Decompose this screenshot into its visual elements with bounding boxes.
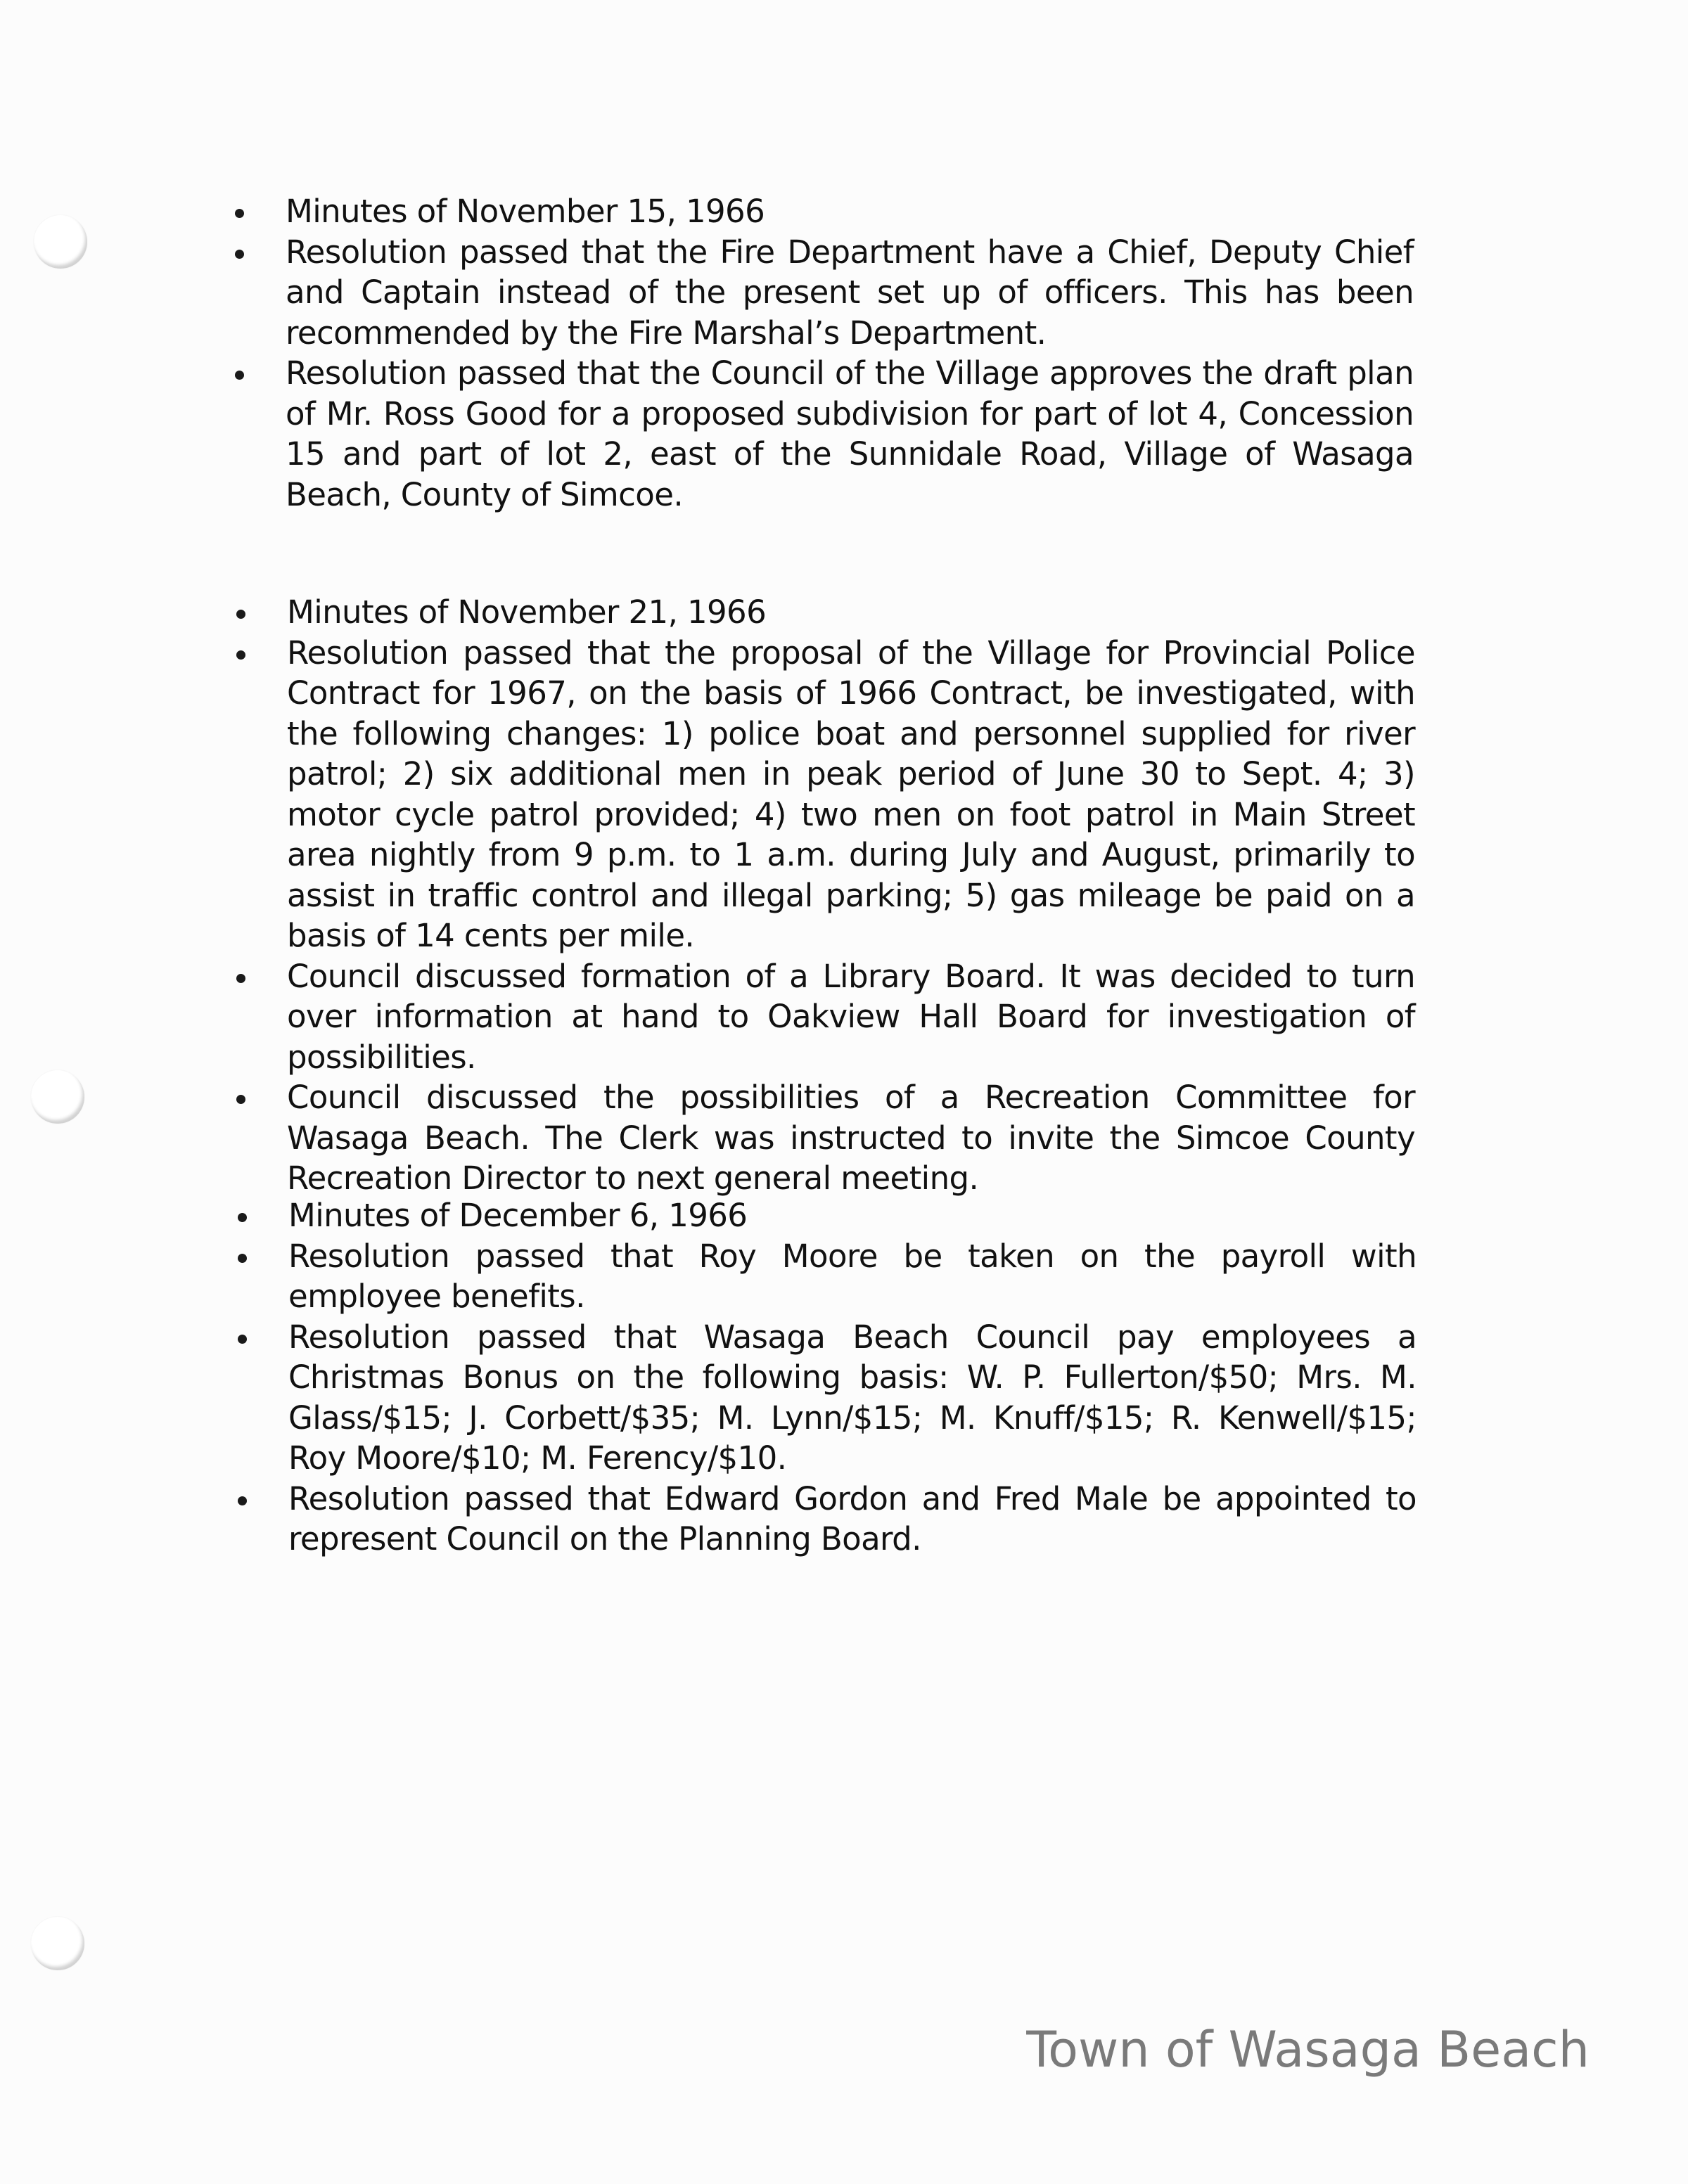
watermark-text: Town of Wasaga Beach	[1026, 2021, 1590, 2079]
bullet-icon	[236, 1095, 245, 1104]
list-item-text: Minutes of November 15, 1966	[286, 193, 765, 230]
punch-hole	[31, 1070, 84, 1124]
bullet-icon	[238, 1496, 247, 1505]
bullet-icon	[235, 209, 244, 218]
list-item-text: Council discussed formation of a Library Board. It was decided to turn over information at hand to Oakview Hall Board for investigation of possibilities.	[287, 957, 1415, 1076]
list-item-text: Resolution passed that Wasaga Beach Council pay employees a Christmas Bonus on the following basis: W. P. Fullerton/$50; Mrs. M. Glass/$15; J. Corbett/$35; M. Lynn/$15; M. Knuff/$15; R. Kenwell/$15; Roy Moore/$10; M. Ferency/$10.	[288, 1318, 1417, 1477]
minutes-list	[235, 1195, 1417, 1560]
list-item-text: Council discussed the possibilities of a Recreation Committee for Wasaga Beach. The Clerk was instructed to invite the Simcoe County Recreation Director to next general meeting.	[287, 1079, 1415, 1197]
list-item	[234, 633, 1415, 956]
list-item	[235, 1479, 1417, 1560]
minutes-section-nov-21	[234, 592, 1415, 1199]
minutes-list	[232, 191, 1414, 515]
list-item-text: Resolution passed that Roy Moore be taken on the payroll with employee benefits.	[288, 1237, 1417, 1315]
punch-hole	[34, 215, 87, 269]
list-item	[232, 191, 1414, 232]
punch-hole	[31, 1917, 84, 1970]
list-item	[232, 232, 1414, 354]
bullet-icon	[236, 610, 245, 619]
minutes-section-nov-15	[232, 191, 1414, 515]
bullet-icon	[235, 371, 244, 380]
list-item	[234, 956, 1415, 1078]
bullet-icon	[238, 1254, 247, 1263]
list-item	[235, 1195, 1417, 1236]
list-item-text: Resolution passed that the Council of the Village approves the draft plan of Mr. Ross Good for a proposed subdivision for part of lot 4, Concession 15 and part of lot 2, east of the Sunnidale Road, Village of Wasaga Beach, County of Simcoe.	[286, 354, 1414, 513]
list-item-text: Minutes of November 21, 1966	[287, 593, 767, 631]
list-item	[232, 353, 1414, 515]
list-item-text: Minutes of December 6, 1966	[288, 1197, 748, 1234]
list-item	[234, 1077, 1415, 1199]
list-item	[235, 1317, 1417, 1479]
list-item-text: Resolution passed that the proposal of the Village for Provincial Police Contract for 1967, on the basis of 1966 Contract, be investigated, with the following changes: 1) police boat and personnel supplied for river patrol; 2) six additional men in peak period of June 30 to Sept. 4; 3) motor cycle patrol provided; 4) two men on foot patrol in Main Street area nightly from 9 p.m. to 1 a.m. during July and August, primarily to assist in traffic control and illegal parking; 5) gas mileage be paid on a basis of 14 cents per mile.	[287, 634, 1415, 954]
list-item-text: Resolution passed that Edward Gordon and Fred Male be appointed to represent Council on the Planning Board.	[288, 1479, 1417, 1557]
bullet-icon	[236, 974, 245, 983]
bullet-icon	[238, 1335, 247, 1344]
bullet-icon	[235, 250, 244, 259]
list-item-text: Resolution passed that the Fire Department have a Chief, Deputy Chief and Captain instead of the present set up of officers. This has been recommended by the Fire Marshal’s Department.	[286, 233, 1414, 352]
minutes-list	[234, 592, 1415, 1199]
bullet-icon	[238, 1213, 247, 1222]
list-item	[234, 592, 1415, 633]
list-item	[235, 1236, 1417, 1317]
minutes-section-dec-6	[235, 1195, 1417, 1560]
bullet-icon	[236, 650, 245, 660]
